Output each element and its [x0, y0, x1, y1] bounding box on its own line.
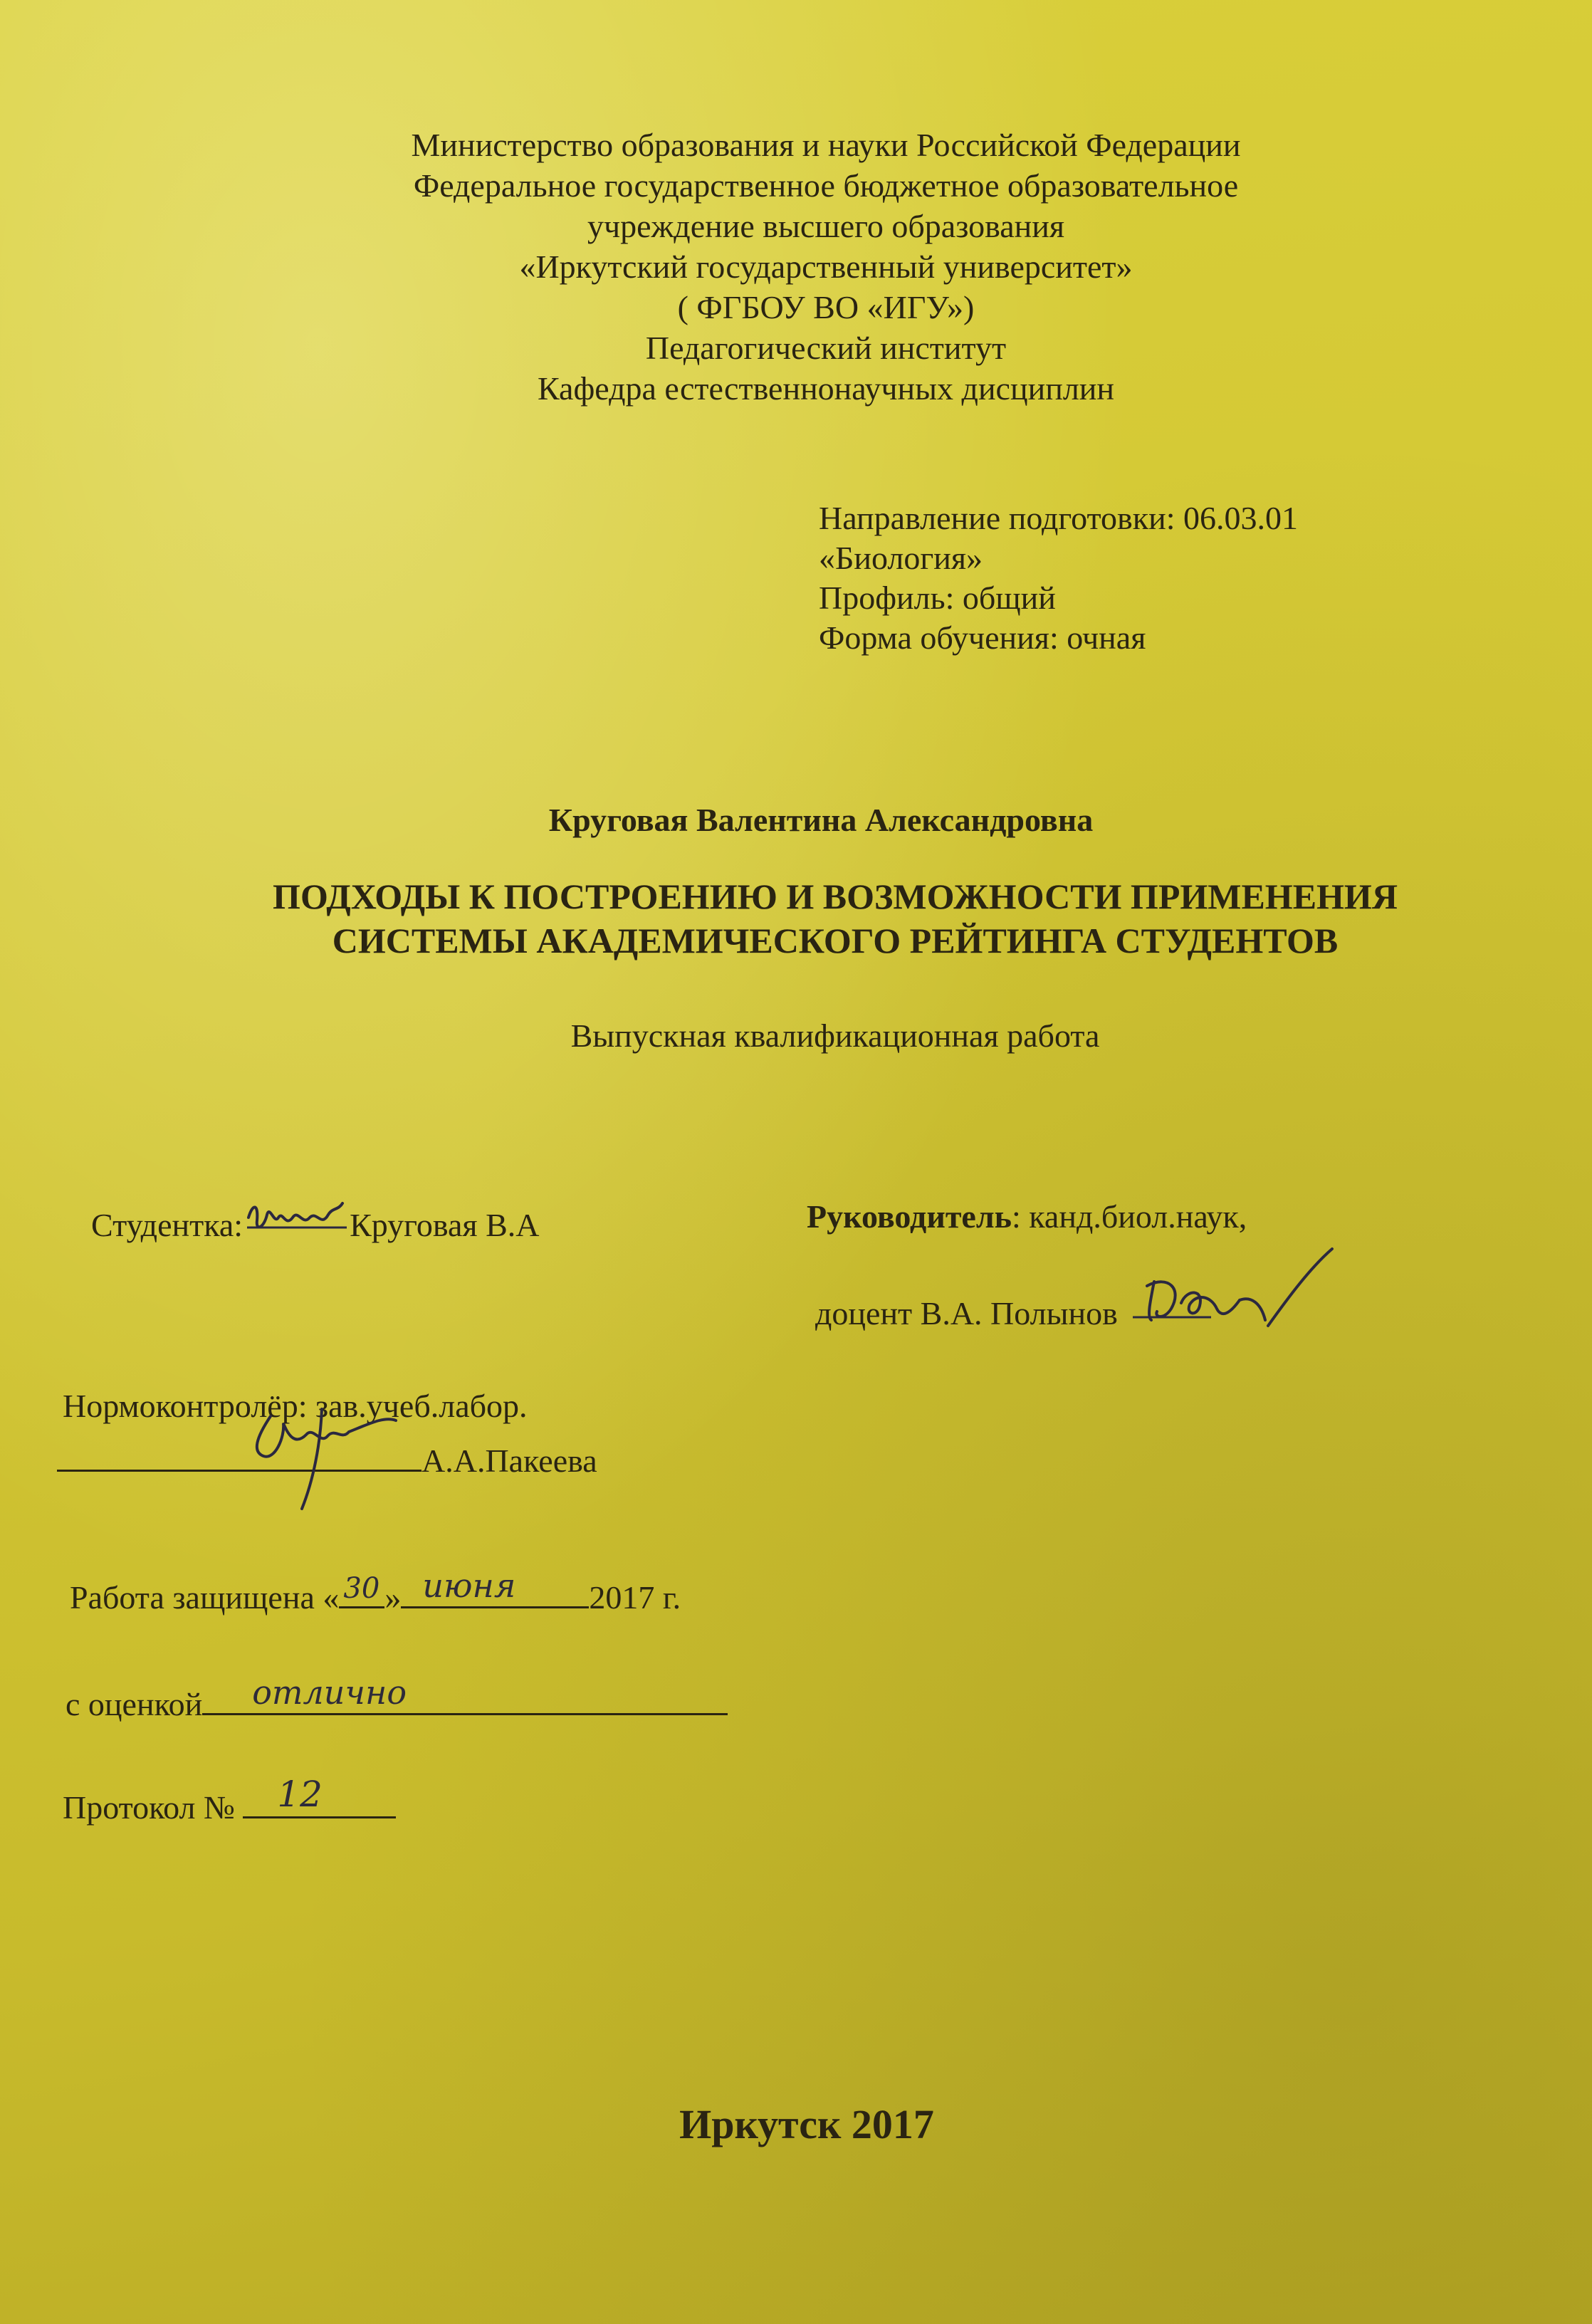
defense-line [70, 1566, 681, 1616]
supervisor-position-line [815, 1289, 1332, 1332]
defense-quote-close: » [384, 1579, 402, 1616]
supervisor-label: Руководитель [807, 1198, 1012, 1235]
student-line [91, 1202, 539, 1244]
study-direction-name: «Биология» [819, 540, 983, 576]
institution-header [271, 125, 1381, 409]
thesis-title [0, 874, 1592, 963]
header-line-institution-type: Федеральное государственное бюджетное образовательное [413, 167, 1239, 204]
author-name: Круговая Валентина Александровна [548, 802, 1094, 838]
supervisor-degree: : канд.биол.наук, [1011, 1198, 1247, 1235]
defense-prefix: Работа защищена « [70, 1579, 340, 1616]
normcontrol-name-line [57, 1434, 597, 1480]
defense-month-field [401, 1566, 589, 1608]
normcontrol-label: Нормоконтролёр: зав.учеб.лабор. [63, 1388, 528, 1424]
grade-value: отлично [252, 1673, 407, 1712]
thesis-title-line-1: ПОДХОДЫ К ПОСТРОЕНИЮ И ВОЗМОЖНОСТИ ПРИМЕНЕНИЯ [273, 876, 1398, 916]
defense-year: 2017 г. [589, 1579, 681, 1616]
defense-day-field [339, 1574, 384, 1608]
study-direction: Направление подготовки: 06.03.01 [819, 500, 1298, 536]
header-line-department: Кафедра естественнонаучных дисциплин [537, 370, 1115, 407]
protocol-line [63, 1774, 396, 1826]
supervisor-signature [1126, 1289, 1332, 1324]
study-direction-block [819, 498, 1298, 658]
study-profile: Профиль: общий [819, 580, 1056, 616]
header-line-institute: Педагогический институт [645, 330, 1007, 366]
header-line-abbreviation: ( ФГБОУ ВО «ИГУ») [677, 289, 975, 325]
supervisor-line [807, 1198, 1247, 1235]
normcontrol-name: А.А.Пакеева [421, 1443, 597, 1479]
header-line-ministry: Министерство образования и науки Российской Федерации [411, 127, 1241, 163]
protocol-number: 12 [277, 1774, 323, 1815]
header-line-university: «Иркутский государственный университет» [519, 248, 1133, 285]
work-type: Выпускная квалификационная работа [570, 1017, 1100, 1054]
grade-field [202, 1673, 728, 1715]
student-name: Круговая В.А [350, 1207, 540, 1243]
defense-day: 30 [343, 1572, 380, 1605]
grade-label: с оценкой [66, 1686, 203, 1722]
normcontrol-signature [57, 1434, 421, 1472]
study-form: Форма обучения: очная [819, 619, 1146, 656]
header-line-education-level: учреждение высшего образования [587, 208, 1065, 244]
student-signature [243, 1202, 350, 1236]
grade-line [66, 1673, 728, 1723]
student-label: Студентка: [91, 1207, 243, 1243]
defense-month: июня [422, 1566, 516, 1605]
supervisor-position: доцент В.А. Полынов [815, 1295, 1118, 1331]
protocol-number-field [243, 1774, 396, 1818]
thesis-title-line-2: СИСТЕМЫ АКАДЕМИЧЕСКОГО РЕЙТИНГА СТУДЕНТОВ [332, 921, 1339, 961]
protocol-label: Протокол № [63, 1789, 235, 1826]
city-year: Иркутск 2017 [679, 2101, 934, 2147]
